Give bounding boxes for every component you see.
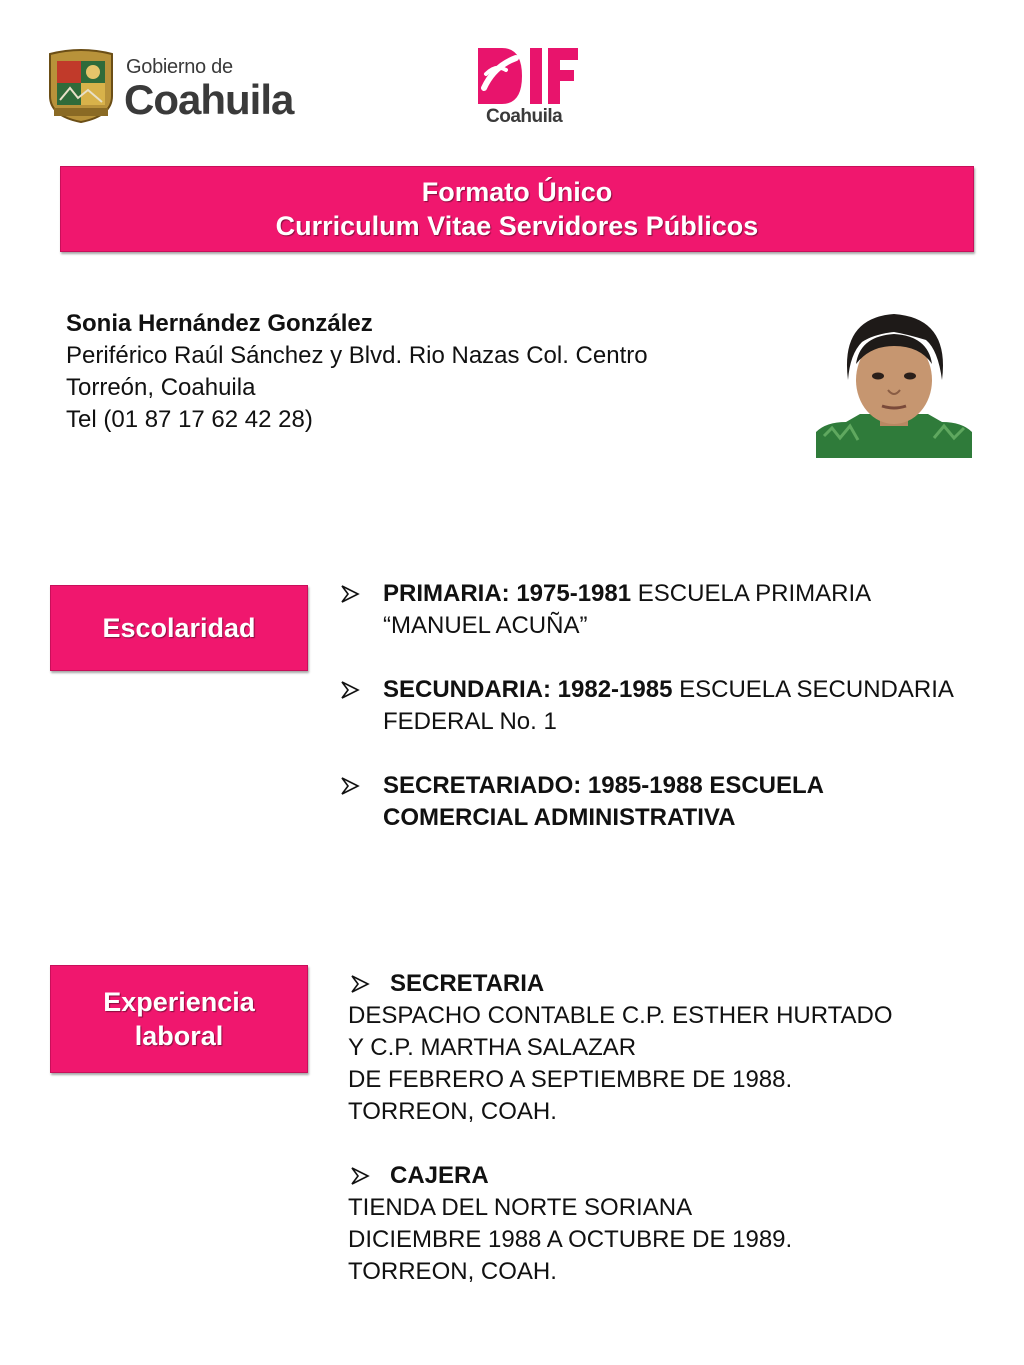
profile-photo: [816, 310, 972, 458]
personal-info: [66, 308, 648, 436]
education-label: Escolaridad: [102, 613, 256, 643]
experience-position: [348, 1160, 978, 1192]
arrow-bullet-icon: [340, 776, 360, 796]
dif-coahuila-logo: [476, 44, 586, 130]
experience-line: DE FEBRERO A SEPTIEMBRE DE 1988.: [348, 1066, 793, 1093]
experience-label-box: [50, 965, 308, 1073]
arrow-bullet-icon: [350, 1166, 370, 1186]
title-banner: [60, 166, 974, 252]
title-line-2: Curriculum Vitae Servidores Públicos: [275, 211, 759, 241]
education-title: SECUNDARIA: 1982-1985: [383, 676, 673, 703]
experience-line: Y C.P. MARTHA SALAZAR: [348, 1034, 637, 1061]
experience-line: TIENDA DEL NORTE SORIANA: [348, 1194, 693, 1221]
gobierno-coahuila-logo: [44, 46, 304, 126]
dif-logo-subtitle: Coahuila: [486, 106, 563, 127]
position-title: SECRETARIA: [390, 970, 545, 997]
arrow-bullet-icon: [350, 974, 370, 994]
person-name: Sonia Hernández González: [66, 310, 373, 337]
list-item: [340, 674, 960, 738]
arrow-bullet-icon: [340, 584, 360, 604]
education-list: [340, 578, 960, 866]
gov-logo-line1: Gobierno de: [126, 56, 233, 78]
experience-label-line1: Experiencia: [103, 987, 255, 1017]
list-item: [340, 578, 960, 642]
gov-logo-line2: Coahuila: [124, 76, 294, 123]
dif-logo-text: DIF: [476, 44, 478, 45]
person-phone: Tel (01 87 17 62 42 28): [66, 406, 313, 433]
experience-line: DESPACHO CONTABLE C.P. ESTHER HURTADO: [348, 1002, 893, 1029]
experience-line: TORREON, COAH.: [348, 1258, 557, 1285]
position-title: CAJERA: [390, 1162, 489, 1189]
list-item: [348, 968, 978, 1128]
coat-of-arms-icon: [44, 48, 118, 124]
title-line-1: Formato Único: [421, 177, 613, 207]
experience-line: TORREON, COAH.: [348, 1098, 557, 1125]
experience-list: [348, 968, 978, 1320]
education-label-box: [50, 585, 308, 671]
education-title: SECRETARIADO: 1985-1988 ESCUELA COMERCIAL ADMINISTRATIVA: [383, 772, 824, 831]
person-address: Periférico Raúl Sánchez y Blvd. Rio Nazas Col. Centro: [66, 342, 648, 369]
education-detail: ESCUELA SECUNDARIA FEDERAL No. 1: [383, 676, 953, 735]
arrow-bullet-icon: [340, 680, 360, 700]
person-city: Torreón, Coahuila: [66, 374, 256, 401]
list-item: [348, 1160, 978, 1288]
experience-line: DICIEMBRE 1988 A OCTUBRE DE 1989.: [348, 1226, 793, 1253]
list-item: [340, 770, 960, 834]
education-detail: ESCUELA PRIMARIA “MANUEL ACUÑA”: [383, 580, 870, 639]
experience-label-line2: laboral: [134, 1021, 224, 1051]
dif-logo-mark: [476, 44, 580, 108]
education-title: PRIMARIA: 1975-1981: [383, 580, 632, 607]
experience-position: [348, 968, 978, 1000]
